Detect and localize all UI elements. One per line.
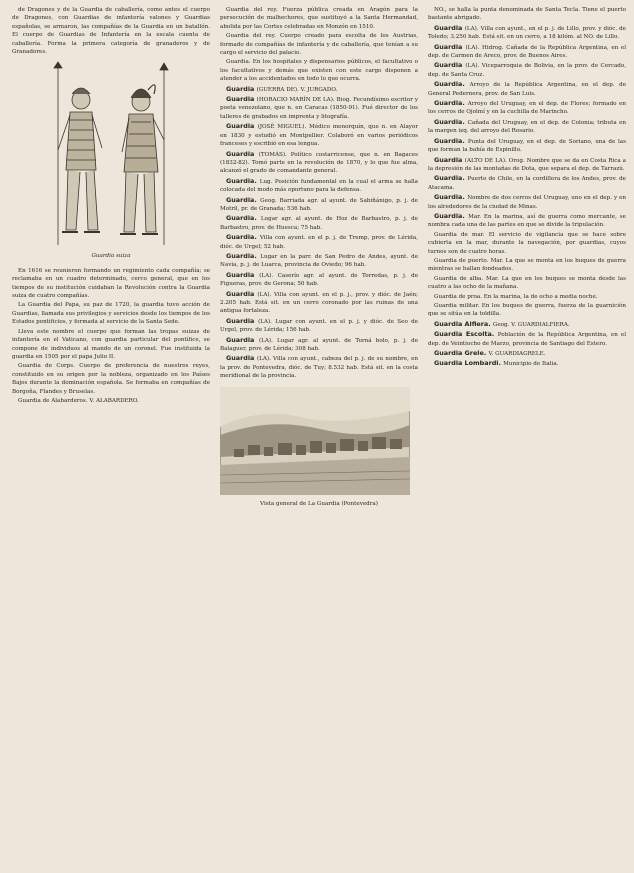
entry-headword: Guardia. — [226, 251, 261, 260]
dictionary-entry — [428, 6, 626, 23]
entry-text: Arroyo de la República Argentina, en el dep. de General Pedernera, prov. de San Luis. — [428, 82, 626, 97]
entry-text: Guardia militar. En los buques de guerra, fuerza de la guarnición que se sitúa en la toldilla. — [428, 303, 626, 318]
entry-text: (LA). Viceparroquia de Bolivia, en la prov. de Cercado, dep. de Santa Cruz. — [428, 63, 626, 78]
dictionary-entry — [428, 193, 626, 211]
paragraph: Lleva este nombre el cuerpo que forman las tropas suizas de infantería en el Vaticano, con guardia particular del pontífice, se compone de individuos al mando de un coronel. Fue instituida la guardia en 1505 por el papa Julio II. — [12, 328, 210, 360]
entry-headword: Guardia — [226, 95, 257, 104]
entry-text: Municipio de Italia. — [503, 361, 559, 368]
entry-text: Lug. Posición fundamental en la cual el arma se halla colocada del modo más oportuno para la defensa. — [220, 178, 418, 194]
la-guardia-photo — [220, 387, 418, 509]
figure-caption: Guardia suiza — [91, 253, 131, 260]
entry-text: (LA). Lugar agr. al ayunt. de Torná bolo, p. j. de Balaguer, prov. de Lérida; 308 hab. — [220, 337, 418, 353]
column-1 — [12, 6, 210, 867]
dictionary-entry — [220, 85, 418, 94]
column-1-bottom-text — [12, 267, 210, 406]
dictionary-entry — [220, 354, 418, 380]
entry-headword: Guardia. — [226, 195, 261, 204]
entry-headword: Guardia — [226, 289, 258, 298]
paragraph: Guardia. En los hospitales y dispensarios públicos, el facultativo o los facultativos y demás que existen con este cargo disponen a atender a los accidentados en todo lo que ocurra. — [220, 59, 418, 83]
dictionary-entry — [428, 43, 626, 61]
dictionary-entry — [220, 122, 418, 148]
entry-text: Puerto de Chile, en la cordillera de los Andes, prov. de Atacama. — [428, 176, 626, 191]
entry-text: (JOSÉ MIGUEL). Médico menorquín, que n. en Alayor en 1830 y estudió en Montpellier. Colaboró en varios periódicos franceses y escribió en esa lengua. — [220, 124, 418, 148]
entry-headword: Guardia. — [434, 174, 468, 183]
dictionary-entry — [428, 359, 626, 368]
entry-headword: Guardia — [226, 84, 257, 93]
entry-text: Geog. V. GUARDIALFIERA. — [492, 321, 570, 328]
entry-headword: Guardia — [226, 335, 259, 344]
column-2 — [220, 6, 418, 867]
dictionary-entry — [428, 137, 626, 155]
dictionary-entry — [428, 257, 626, 274]
entry-text: NO., se halla la punta denominada de Santa Tecla. Tiene el puerto bastante abrigado. — [428, 7, 626, 22]
dictionary-entry — [428, 24, 626, 42]
dictionary-entry — [220, 271, 418, 289]
entry-headword: Guardia Alfiera. — [434, 319, 493, 328]
dictionary-entry — [428, 212, 626, 230]
dictionary-entry — [220, 150, 418, 176]
swiss-guards-illustration — [36, 60, 186, 250]
dictionary-entry — [428, 275, 626, 292]
dictionary-entry — [220, 95, 418, 121]
dictionary-entry — [220, 317, 418, 335]
dictionary-entry — [428, 118, 626, 136]
paragraph: En 1616 se reunieron formando un regimiento cada compañía; se reclamaba en un cuadro determinado, cerco general, que en los tiempos de su institución cuidaban la Revolución contra la Guardia suiza de cuatro compañías. — [12, 267, 210, 300]
column-1-top-text — [12, 6, 210, 56]
entry-text: Nombre de dos cerros del Uruguay, uno en el dep. y en los alrededores de la ciudad de Minas. — [428, 195, 626, 210]
dictionary-entry — [428, 61, 626, 79]
dictionary-entry — [220, 233, 418, 251]
entry-headword: Guardia Lombardi. — [434, 359, 504, 368]
entry-text: (LA). Hidrog. Cañada de la República Argentina, en el dep. de Carmen de Areco, prov. de Buenos Aires. — [428, 44, 626, 60]
entry-text: Geog. Barriada agr. al ayunt. de Sabiñánigo, p. j. de Motril, pr. de Granada; 536 hab. — [220, 197, 418, 212]
paragraph: Guardia del rey. Cuerpo creado para escolta de los Austrias, formado de compañías de infantería y de caballería, que tenían a su cargo el servicio del palacio. — [220, 33, 418, 57]
column-3 — [428, 6, 626, 867]
entry-text: (HORACIO MARÍN DE LA). Biog. Fecundísimo escritor y poeta venezolano, que n. en Caracas (1850-91). Fué director de los talleres de grabados en imprenta y litografía. — [220, 97, 418, 120]
dictionary-entry — [220, 214, 418, 232]
entry-headword: Guardia. — [434, 136, 468, 145]
column-2-intro-text — [220, 6, 418, 84]
entry-text: Punta del Uruguay, en el dep. de Soriano, una de las que forman la bahía de Espinillo. — [428, 138, 626, 154]
dictionary-entry — [428, 293, 626, 301]
entry-headword: Guardia — [434, 23, 465, 32]
dictionary-entry — [428, 320, 626, 329]
entry-headword: Guardia — [226, 122, 258, 131]
dictionary-entry — [428, 99, 626, 117]
entry-headword: Guardia. — [434, 193, 468, 202]
entry-headword: Guardia. — [434, 117, 468, 126]
entry-headword: Guardia Escolta. — [434, 330, 498, 339]
entry-text: Lugar agr. al ayunt. de Hoz de Barbastro, p. j. de Barbastro, prov. de Huesca; 75 hab. — [220, 216, 418, 231]
entry-text: Población de la República Argentina, en el dep. de Veintiocho de Marzo, provincia de Santiago del Estero. — [428, 332, 626, 347]
dictionary-entry — [428, 174, 626, 192]
entry-headword: Guardia. — [434, 99, 468, 108]
entry-headword: Guardia — [434, 61, 466, 70]
entry-text: (LA). Villa con ayunt., cabeza del p. j. de su nombre, en la prov. de Pontevedra, dióc. de Tuy; 8.532 hab. Está sit. en la costa meridional de la provincia. — [220, 356, 418, 380]
entry-text: (GUERRA DE). V. JURGADO. — [256, 86, 338, 93]
entry-headword: Guardia. — [226, 214, 261, 223]
dictionary-entry — [428, 231, 626, 256]
entry-headword: Guardia — [434, 155, 465, 164]
entry-text: Guardia de puerto. Mar. La que se monta en los buques de guerra mientras se hallan fondeados. — [428, 257, 626, 273]
entry-headword: Guardia — [226, 149, 259, 158]
text-columns — [12, 6, 626, 867]
dictionary-entry — [220, 336, 418, 354]
entry-headword: Guardia. — [226, 176, 260, 185]
dictionary-entry — [220, 290, 418, 316]
dictionary-entry — [428, 80, 626, 98]
entry-headword: Guardia — [226, 270, 260, 279]
entry-headword: Guardia Grele. — [434, 349, 489, 358]
entry-text: (LA). Villa con ayunt. en el p. j., prov. y dióc. de Jaén; 2.205 hab. Está sit. en un cerro coronado por las ruinas de una antigua fortaleza. — [220, 291, 418, 315]
entry-text: (ALTO DE LA). Orog. Nombre que se da en Costa Rica a la depresión de las montañas de Dota, que separa el dep. de Tarrazú. — [428, 157, 626, 172]
dictionary-entry — [428, 156, 626, 174]
left-guard-drawing — [54, 62, 102, 245]
entry-text: Arroyo del Uruguay, en el dep. de Flores; formado en los cerros de Ojolmí y en la cuchilla de Marincho. — [428, 101, 626, 116]
entry-text: Cañada del Uruguay, en el dep. de Colonia; tributa en la margen izq. del arroyo del Rosario. — [428, 119, 626, 135]
entry-text: Villa con ayunt. en el p. j. de Tremp, prov. de Lérida, dióc. de Urgel; 52 hab. — [220, 235, 418, 250]
entry-text: (LA). Caserío agr. al ayunt. de Torredas, p. j. de Figueras, prov. de Gerona; 50 hab. — [220, 272, 418, 288]
dictionary-entry — [428, 349, 626, 358]
entry-text: (LA). Lugar con ayunt. en el p. j. y dióc. de Seo de Urgel, prov. de Lérida; 156 hab. — [220, 318, 418, 334]
entry-headword: Guardia — [434, 42, 466, 51]
dictionary-entry — [428, 302, 626, 319]
dictionary-entry — [428, 330, 626, 348]
entry-headword: Guardia — [226, 316, 259, 325]
paragraph: Guardia de Alabarderos. V. ALABARDERO. — [18, 397, 139, 404]
paragraph: Guardia del rey. Fuerza pública creada en Aragón para la persecución de malhechores, que sustituyó a la Santa Hermandad, abolida por las Cortes celebradas en Monzón en 1510. — [220, 7, 418, 30]
entry-headword: Guardia. — [434, 211, 469, 220]
paragraph: Guardia de Corps. Cuerpo de preferencia de nuestros reyes, constituido en su origen por la nobleza, organizado en los Países Bajos durante la dominación española. Se formaba en compañías de Borgoña, Flandes y Bruselas. — [12, 363, 210, 395]
entry-text: Guardia de alba. Mar. La que en los buques se monta desde las cuatro a las ocho de la mañana. — [428, 275, 626, 291]
la-guardia-view-illustration — [220, 387, 410, 495]
entry-text: Lugar en la parr. de San Pedro de Andes, ayunt. de Navia, p. j. de Luarca, provincia de Oviedo; 96 hab. — [220, 253, 418, 269]
dictionary-entry — [220, 252, 418, 270]
entry-headword: Guardia. — [434, 80, 470, 89]
right-guard-drawing — [120, 63, 168, 245]
column-2-entries — [220, 85, 418, 381]
paragraph: de Dragones y de la Guardia de caballería, como antes el cuerpo de Dragones, con Guardias de infantería valones y Guardias españolas, se armaron, las compañías de la Guardia en un batallón. El cuerpo de Guardias de Infantería en la escala cuenta de caballería. Forma la primera categoría de granaderos y de Granadores. — [12, 7, 210, 56]
entry-headword: Guardia. — [226, 233, 260, 242]
paragraph: La Guardia del Papa, su paz de 1720, la guardia tuvo acción de Guardias, llamada sus privilegios y servicios desde los tiempos de los Estados pontificios, y formada al servicio de la Santa Sede. — [12, 302, 210, 326]
entry-text: V. GUARDIAGRELE. — [488, 351, 546, 358]
entry-text: Mar. En la marina, así de guerra como mercante, se nombra cada una de las partes en que se divide la tripulación. — [428, 213, 626, 229]
entry-text: (TOMÁS). Político costarricense, que n. en Bagaces (1832-82). Tomó parte en la revolución de 1870, y lo que fue alma, alcanzó el grado de comandante general. — [220, 151, 418, 175]
photo-caption: Vista general de La Guardia (Pontevedra) — [260, 501, 378, 508]
entry-headword: Guardia — [226, 354, 257, 363]
entry-text: (LA). Villa con ayunt., en el p. j. de Lillo, prov. y dióc. de Toledo; 3.250 hab. Está sit. en un cerro, a 18 kilóm. al NO. de Lillo. — [428, 25, 626, 41]
entry-text: Guardia de mar. El servicio de vigilancia que se hace sobre cubierta en la mar, durante la navegación, por guardias, cuyos turnos son de cuatro horas. — [428, 231, 626, 255]
column-3-entries — [428, 6, 626, 369]
guardia-suiza-figure — [12, 60, 210, 260]
dictionary-entry — [220, 177, 418, 195]
dictionary-entry — [220, 196, 418, 214]
entry-text: Guardia de proa. En la marina, la de ocho a media noche. — [434, 293, 598, 300]
